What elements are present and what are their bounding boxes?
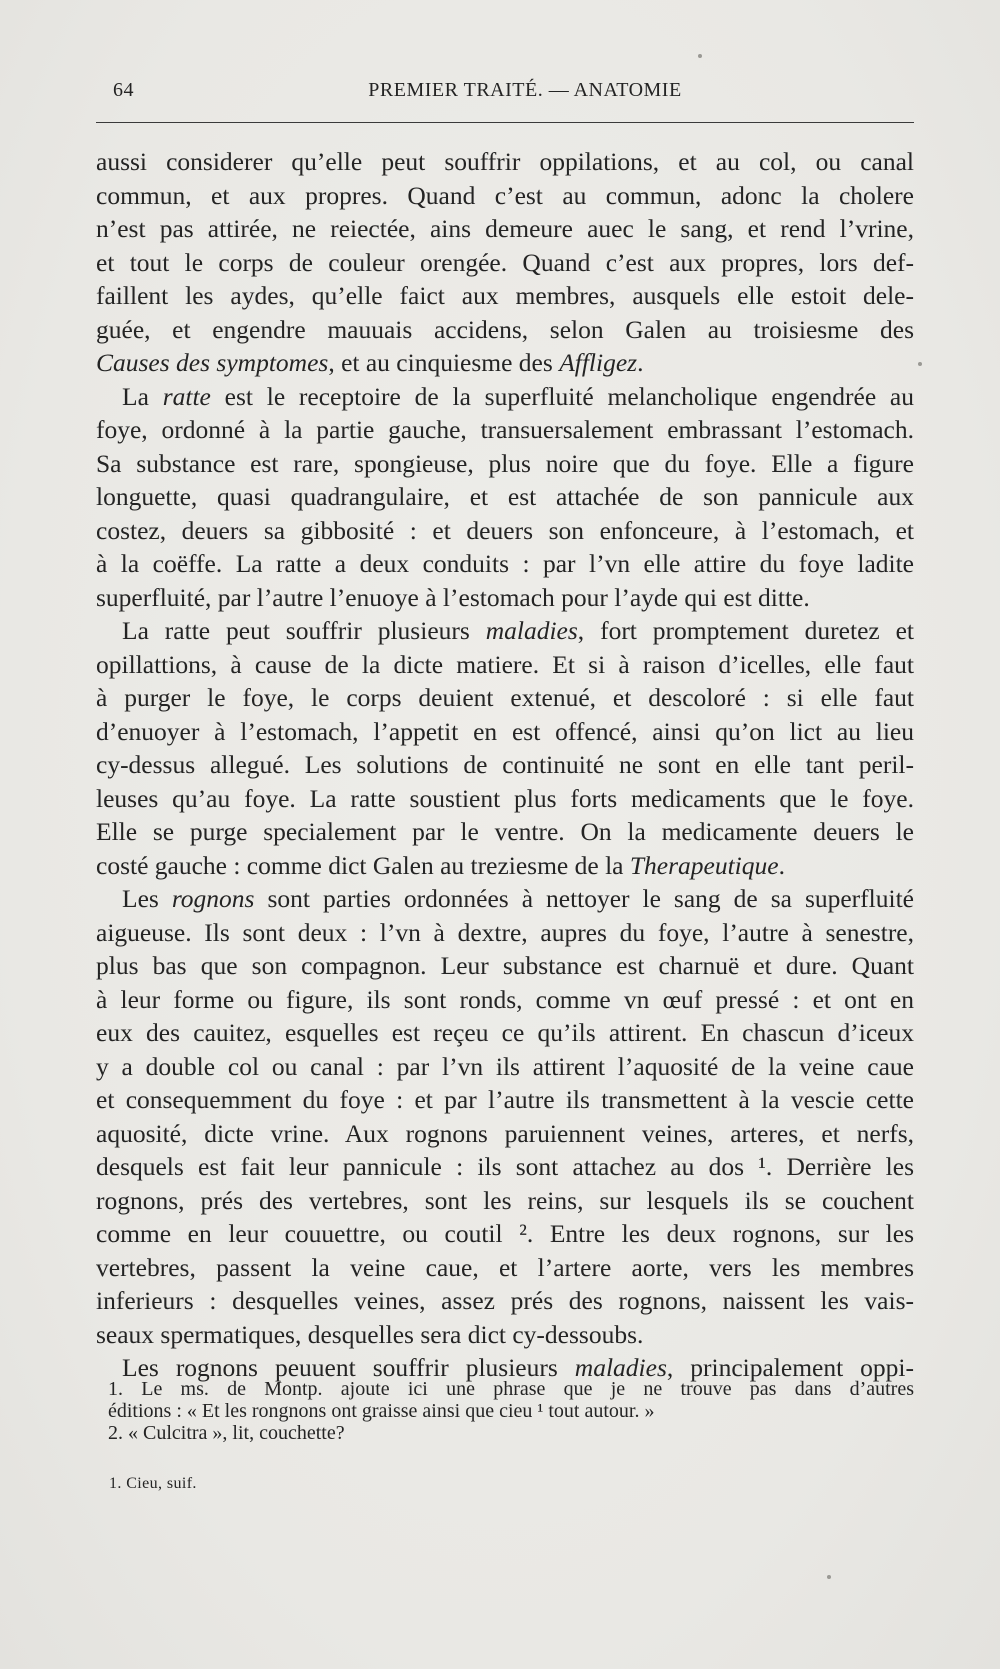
footnote-line: 2. « Culcitra », lit, couchette? (108, 1422, 345, 1444)
text-line: costé gauche : comme dict Galen au treziesme de la Therapeutique. (96, 850, 785, 880)
text-line: guée, et engendre mauuais accidens, selon Galen au troisiesme des (96, 314, 914, 344)
text-line: superfluité, par l’autre l’enuoye à l’estomach pour l’ayde qui est ditte. (96, 582, 810, 612)
paper-speck (918, 362, 922, 366)
text-line: et consequemment du foye : et par l’autre ils transmettent à la vescie cette (96, 1085, 914, 1114)
running-title: PREMIER TRAITÉ. — ANATOMIE (368, 79, 682, 101)
italic-term: Affligez (559, 348, 638, 377)
text-line: Sa substance est rare, spongieuse, plus noire que du foye. Elle a figure (96, 448, 914, 478)
text-line: à la coëffe. La ratte a deux conduits : par l’vn elle attire du foye ladite (96, 549, 914, 578)
text-line: opillattions, à cause de la dicte matiere. Et si à raison d’icelles, elle faut (96, 649, 914, 679)
footnotes (108, 1378, 914, 1444)
italic-term: Causes des symptomes (96, 348, 329, 377)
text-line: aquosité, dicte vrine. Aux rognons paruiennent veines, arteres, et nerfs, (96, 1118, 914, 1148)
text-line: eux des cauitez, esquelles est reçeu ce qu’ils attirent. En chascun d’iceux (96, 1018, 914, 1047)
text-line: Les rognons sont parties ordonnées à nettoyer le sang de sa superfluité (122, 884, 914, 913)
header-rule (96, 122, 914, 123)
text-line: Les rognons peuuent souffrir plusieurs maladies, principalement oppi- (122, 1353, 915, 1382)
text-line: costez, deuers sa gibbosité : et deuers son enfonceure, à l’estomach, et (96, 515, 914, 545)
text-line: n’est pas attirée, ne reiectée, ains demeure auec le sang, et rend l’vrine, (96, 214, 914, 243)
footnote-line: 1. Le ms. de Montp. ajoute ici une phrase que je ne trouve pas dans d’autres (108, 1378, 914, 1400)
text-line: cy-dessus allegué. Les solutions de continuité ne sont en elle tant peril- (96, 750, 914, 779)
text-line: aussi considerer qu’elle peut souffrir oppilations, et au col, ou canal (96, 147, 914, 176)
body-text (96, 145, 914, 1385)
text-line: à leur forme ou figure, ils sont ronds, comme vn œuf pressé : et ont en (96, 984, 914, 1014)
text-line: aigueuse. Ils sont deux : l’vn à dextre, aupres du foye, l’autre à senestre, (96, 917, 914, 947)
text-line: seaux spermatiques, desquelles sera dict cy-dessoubs. (96, 1319, 644, 1349)
text-line: comme en leur couuettre, ou coutil ². Entre les deux rognons, sur les (96, 1219, 914, 1248)
text-line: faillent les aydes, qu’elle faict aux membres, ausquels elle estoit dele- (96, 281, 914, 310)
text-line: commun, et aux propres. Quand c’est au commun, adonc la cholere (96, 180, 914, 210)
sub-footnote: 1. Cieu, suif. (109, 1475, 197, 1492)
text-line: d’enuoyer à l’estomach, l’appetit en est offencé, ainsi qu’on lict au lieu (96, 716, 914, 746)
italic-term: maladies (574, 1353, 667, 1382)
page-number: 64 (113, 79, 134, 101)
text-line: longuette, quasi quadrangulaire, et est attachée de son pannicule aux (96, 482, 914, 511)
text-line: à purger le foye, le corps deuient extenué, et descoloré : si elle faut (96, 683, 914, 712)
text-line: rognons, prés des vertebres, sont les reins, sur lesquels ils se couchent (96, 1185, 914, 1215)
text-line: y a double col ou canal : par l’vn ils attirent l’aquosité de la veine caue (96, 1051, 914, 1081)
text-line: leuses qu’au foye. La ratte soustient plus forts medicaments que le foye. (96, 783, 914, 813)
text-line: inferieurs : desquelles veines, assez prés des rognons, naissent les vais- (96, 1286, 914, 1315)
text-line: La ratte peut souffrir plusieurs maladies, fort promptement duretez et (122, 616, 915, 645)
paper-speck (827, 1575, 831, 1579)
italic-term: rognons (171, 884, 255, 913)
italic-term: ratte (162, 381, 211, 411)
italic-term: Therapeutique (629, 850, 779, 880)
text-line: vertebres, passent la veine caue, et l’artere aorte, vers les membres (96, 1252, 914, 1282)
italic-term: maladies (485, 616, 578, 645)
running-head (95, 79, 915, 109)
footnote-line: éditions : « Et les rongnons ont graisse ainsi que cieu ¹ tout autour. » (108, 1400, 655, 1422)
paper-speck (698, 54, 702, 58)
text-line: desquels est fait leur pannicule : ils sont attachez au dos ¹. Derrière les (96, 1152, 914, 1181)
text-line: plus bas que son compagnon. Leur substance est charnuë et dure. Quant (96, 951, 914, 980)
text-line: foye, ordonné à la partie gauche, transuersalement embrassant l’estomach. (96, 415, 914, 444)
text-line: Elle se purge specialement par le ventre. On la medicamente deuers le (96, 817, 914, 846)
text-line: La ratte est le receptoire de la superfluité melancholique engendrée au (122, 381, 914, 411)
text-line: Causes des symptomes, et au cinquiesme des Affligez. (96, 348, 644, 377)
text-line: et tout le corps de couleur orengée. Quand c’est aux propres, lors def- (96, 247, 914, 277)
